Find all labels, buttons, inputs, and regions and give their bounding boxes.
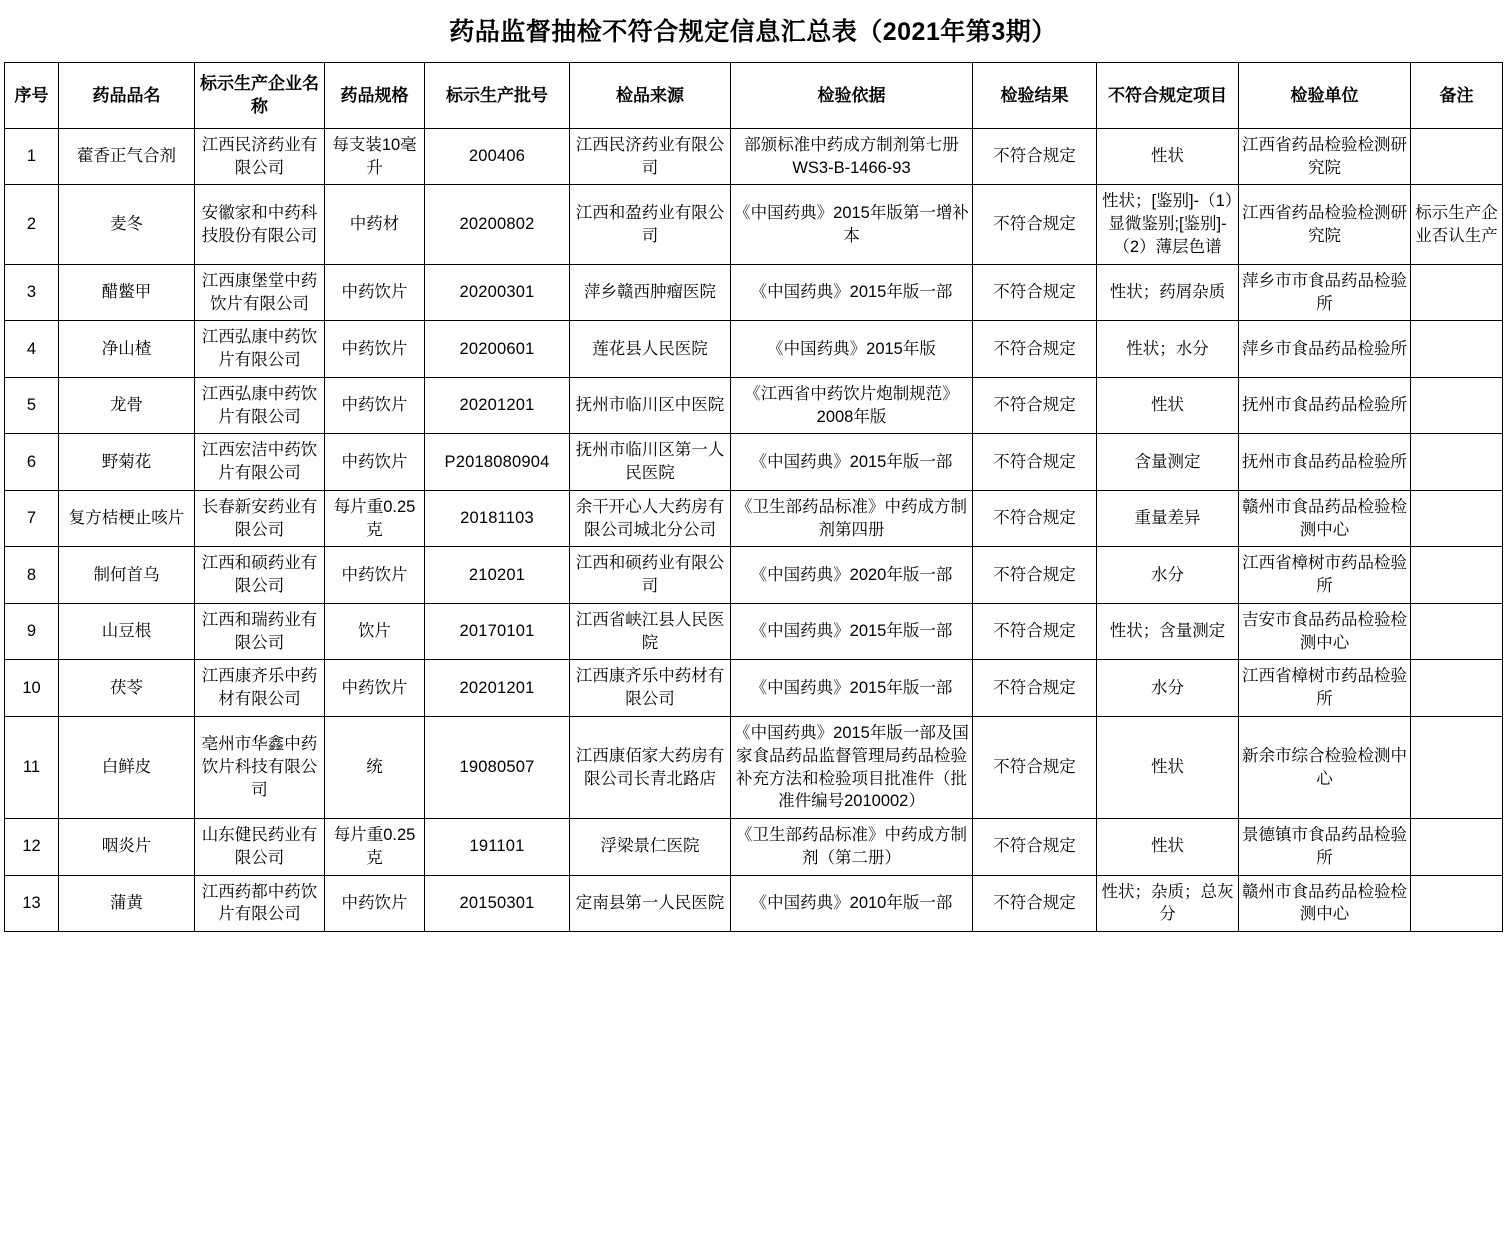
- table-row: [5, 377, 1503, 434]
- cell-result: 不符合规定: [973, 716, 1097, 818]
- cell-manufacturer: 江西和硕药业有限公司: [195, 547, 325, 604]
- cell-remark: [1411, 603, 1503, 660]
- cell-result: 不符合规定: [973, 321, 1097, 378]
- cell-source: 江西和盈药业有限公司: [570, 185, 731, 264]
- cell-items: 性状: [1097, 377, 1239, 434]
- cell-spec: 每片重0.25克: [325, 490, 425, 547]
- cell-index: 12: [5, 819, 59, 876]
- table-header-row: [5, 63, 1503, 129]
- cell-batch: P2018080904: [425, 434, 570, 491]
- cell-batch: 191101: [425, 819, 570, 876]
- cell-drug-name: 蒲黄: [59, 875, 195, 932]
- cell-basis: 《中国药典》2010年版一部: [731, 875, 973, 932]
- column-header-drug-name: 药品品名: [59, 63, 195, 129]
- cell-drug-name: 醋鳖甲: [59, 264, 195, 321]
- cell-result: 不符合规定: [973, 547, 1097, 604]
- cell-source: 江西省峡江县人民医院: [570, 603, 731, 660]
- cell-batch: 20170101: [425, 603, 570, 660]
- cell-remark: [1411, 128, 1503, 185]
- cell-remark: [1411, 321, 1503, 378]
- cell-manufacturer: 江西和瑞药业有限公司: [195, 603, 325, 660]
- cell-remark: [1411, 490, 1503, 547]
- cell-index: 4: [5, 321, 59, 378]
- cell-spec: 每支装10毫升: [325, 128, 425, 185]
- cell-manufacturer: 江西康堡堂中药饮片有限公司: [195, 264, 325, 321]
- column-header-remark: 备注: [1411, 63, 1503, 129]
- cell-manufacturer: 江西药都中药饮片有限公司: [195, 875, 325, 932]
- cell-batch: 20201201: [425, 660, 570, 717]
- cell-drug-name: 净山楂: [59, 321, 195, 378]
- cell-drug-name: 野菊花: [59, 434, 195, 491]
- cell-remark: [1411, 875, 1503, 932]
- column-header-basis: 检验依据: [731, 63, 973, 129]
- cell-remark: 标示生产企业否认生产: [1411, 185, 1503, 264]
- cell-batch: 19080507: [425, 716, 570, 818]
- cell-spec: 中药饮片: [325, 264, 425, 321]
- cell-drug-name: 白鲜皮: [59, 716, 195, 818]
- cell-unit: 江西省药品检验检测研究院: [1239, 185, 1411, 264]
- cell-batch: 200406: [425, 128, 570, 185]
- table-row: [5, 660, 1503, 717]
- cell-index: 5: [5, 377, 59, 434]
- column-header-result: 检验结果: [973, 63, 1097, 129]
- cell-drug-name: 藿香正气合剂: [59, 128, 195, 185]
- cell-unit: 抚州市食品药品检验所: [1239, 377, 1411, 434]
- cell-source: 抚州市临川区中医院: [570, 377, 731, 434]
- cell-spec: 中药饮片: [325, 377, 425, 434]
- cell-basis: 《中国药典》2015年版一部及国家食品药品监督管理局药品检验补充方法和检验项目批准件（批准件编号2010002）: [731, 716, 973, 818]
- page-title: 药品监督抽检不符合规定信息汇总表（2021年第3期）: [449, 18, 1057, 46]
- cell-source: 江西康齐乐中药材有限公司: [570, 660, 731, 717]
- cell-unit: 吉安市食品药品检验检测中心: [1239, 603, 1411, 660]
- table-row: [5, 185, 1503, 264]
- cell-unit: 景德镇市食品药品检验所: [1239, 819, 1411, 876]
- cell-remark: [1411, 819, 1503, 876]
- table-row: [5, 875, 1503, 932]
- cell-result: 不符合规定: [973, 875, 1097, 932]
- cell-basis: 《中国药典》2015年版一部: [731, 434, 973, 491]
- cell-basis: 《卫生部药品标准》中药成方制剂第四册: [731, 490, 973, 547]
- cell-manufacturer: 安徽家和中药科技股份有限公司: [195, 185, 325, 264]
- cell-result: 不符合规定: [973, 490, 1097, 547]
- cell-unit: 赣州市食品药品检验检测中心: [1239, 875, 1411, 932]
- cell-spec: 饮片: [325, 603, 425, 660]
- cell-index: 3: [5, 264, 59, 321]
- cell-unit: 萍乡市食品药品检验所: [1239, 321, 1411, 378]
- cell-result: 不符合规定: [973, 603, 1097, 660]
- cell-drug-name: 茯苓: [59, 660, 195, 717]
- cell-spec: 中药饮片: [325, 547, 425, 604]
- cell-items: 性状；[鉴别]-（1）显微鉴别;[鉴别]-（2）薄层色谱: [1097, 185, 1239, 264]
- table-row: [5, 819, 1503, 876]
- cell-result: 不符合规定: [973, 185, 1097, 264]
- cell-source: 萍乡赣西肿瘤医院: [570, 264, 731, 321]
- cell-result: 不符合规定: [973, 434, 1097, 491]
- cell-spec: 中药材: [325, 185, 425, 264]
- cell-items: 性状: [1097, 128, 1239, 185]
- column-header-source: 检品来源: [570, 63, 731, 129]
- cell-manufacturer: 江西康齐乐中药材有限公司: [195, 660, 325, 717]
- cell-batch: 20150301: [425, 875, 570, 932]
- cell-batch: 20201201: [425, 377, 570, 434]
- cell-source: 浮梁景仁医院: [570, 819, 731, 876]
- cell-items: 性状: [1097, 716, 1239, 818]
- cell-spec: 统: [325, 716, 425, 818]
- cell-manufacturer: 江西宏洁中药饮片有限公司: [195, 434, 325, 491]
- cell-items: 重量差异: [1097, 490, 1239, 547]
- cell-drug-name: 制何首乌: [59, 547, 195, 604]
- cell-items: 水分: [1097, 547, 1239, 604]
- cell-remark: [1411, 547, 1503, 604]
- inspection-results-table: [4, 62, 1503, 932]
- cell-index: 13: [5, 875, 59, 932]
- cell-manufacturer: 江西弘康中药饮片有限公司: [195, 321, 325, 378]
- cell-index: 2: [5, 185, 59, 264]
- cell-manufacturer: 长春新安药业有限公司: [195, 490, 325, 547]
- table-row: [5, 603, 1503, 660]
- cell-result: 不符合规定: [973, 819, 1097, 876]
- cell-items: 水分: [1097, 660, 1239, 717]
- cell-source: 抚州市临川区第一人民医院: [570, 434, 731, 491]
- cell-unit: 抚州市食品药品检验所: [1239, 434, 1411, 491]
- cell-result: 不符合规定: [973, 377, 1097, 434]
- column-header-items: 不符合规定项目: [1097, 63, 1239, 129]
- cell-index: 6: [5, 434, 59, 491]
- cell-manufacturer: 江西民济药业有限公司: [195, 128, 325, 185]
- cell-remark: [1411, 434, 1503, 491]
- cell-items: 性状: [1097, 819, 1239, 876]
- cell-result: 不符合规定: [973, 264, 1097, 321]
- cell-index: 1: [5, 128, 59, 185]
- cell-index: 7: [5, 490, 59, 547]
- cell-index: 10: [5, 660, 59, 717]
- cell-remark: [1411, 377, 1503, 434]
- cell-index: 9: [5, 603, 59, 660]
- cell-basis: 《中国药典》2015年版一部: [731, 603, 973, 660]
- cell-basis: 《中国药典》2020年版一部: [731, 547, 973, 604]
- cell-batch: 20200802: [425, 185, 570, 264]
- cell-items: 性状；药屑杂质: [1097, 264, 1239, 321]
- column-header-unit: 检验单位: [1239, 63, 1411, 129]
- cell-basis: 《江西省中药饮片炮制规范》2008年版: [731, 377, 973, 434]
- cell-basis: 部颁标准中药成方制剂第七册WS3-B-1466-93: [731, 128, 973, 185]
- table-row: [5, 128, 1503, 185]
- cell-result: 不符合规定: [973, 660, 1097, 717]
- cell-remark: [1411, 660, 1503, 717]
- cell-basis: 《中国药典》2015年版一部: [731, 660, 973, 717]
- cell-drug-name: 龙骨: [59, 377, 195, 434]
- cell-drug-name: 复方桔梗止咳片: [59, 490, 195, 547]
- cell-spec: 中药饮片: [325, 321, 425, 378]
- column-header-spec: 药品规格: [325, 63, 425, 129]
- column-header-batch: 标示生产批号: [425, 63, 570, 129]
- cell-drug-name: 麦冬: [59, 185, 195, 264]
- table-row: [5, 264, 1503, 321]
- cell-source: 江西民济药业有限公司: [570, 128, 731, 185]
- cell-source: 余干开心人大药房有限公司城北分公司: [570, 490, 731, 547]
- cell-batch: 210201: [425, 547, 570, 604]
- table-row: [5, 547, 1503, 604]
- cell-unit: 江西省樟树市药品检验所: [1239, 660, 1411, 717]
- cell-unit: 新余市综合检验检测中心: [1239, 716, 1411, 818]
- cell-index: 11: [5, 716, 59, 818]
- cell-drug-name: 山豆根: [59, 603, 195, 660]
- cell-unit: 江西省樟树市药品检验所: [1239, 547, 1411, 604]
- cell-unit: 萍乡市市食品药品检验所: [1239, 264, 1411, 321]
- table-row: [5, 321, 1503, 378]
- cell-basis: 《中国药典》2015年版第一增补本: [731, 185, 973, 264]
- cell-batch: 20200601: [425, 321, 570, 378]
- cell-index: 8: [5, 547, 59, 604]
- cell-unit: 赣州市食品药品检验检测中心: [1239, 490, 1411, 547]
- cell-spec: 中药饮片: [325, 434, 425, 491]
- cell-batch: 20181103: [425, 490, 570, 547]
- cell-remark: [1411, 716, 1503, 818]
- column-header-manufacturer: 标示生产企业名称: [195, 63, 325, 129]
- cell-manufacturer: 山东健民药业有限公司: [195, 819, 325, 876]
- cell-source: 江西康佰家大药房有限公司长青北路店: [570, 716, 731, 818]
- cell-unit: 江西省药品检验检测研究院: [1239, 128, 1411, 185]
- cell-manufacturer: 亳州市华鑫中药饮片科技有限公司: [195, 716, 325, 818]
- cell-result: 不符合规定: [973, 128, 1097, 185]
- table-row: [5, 434, 1503, 491]
- cell-items: 性状；含量测定: [1097, 603, 1239, 660]
- cell-items: 含量测定: [1097, 434, 1239, 491]
- cell-basis: 《卫生部药品标准》中药成方制剂（第二册）: [731, 819, 973, 876]
- cell-manufacturer: 江西弘康中药饮片有限公司: [195, 377, 325, 434]
- cell-spec: 每片重0.25克: [325, 819, 425, 876]
- cell-remark: [1411, 264, 1503, 321]
- column-header-index: 序号: [5, 63, 59, 129]
- cell-batch: 20200301: [425, 264, 570, 321]
- cell-source: 江西和硕药业有限公司: [570, 547, 731, 604]
- cell-basis: 《中国药典》2015年版一部: [731, 264, 973, 321]
- cell-items: 性状；水分: [1097, 321, 1239, 378]
- cell-spec: 中药饮片: [325, 875, 425, 932]
- cell-source: 莲花县人民医院: [570, 321, 731, 378]
- cell-source: 定南县第一人民医院: [570, 875, 731, 932]
- cell-drug-name: 咽炎片: [59, 819, 195, 876]
- table-row: [5, 490, 1503, 547]
- cell-items: 性状；杂质；总灰分: [1097, 875, 1239, 932]
- cell-basis: 《中国药典》2015年版: [731, 321, 973, 378]
- table-row: [5, 716, 1503, 818]
- cell-spec: 中药饮片: [325, 660, 425, 717]
